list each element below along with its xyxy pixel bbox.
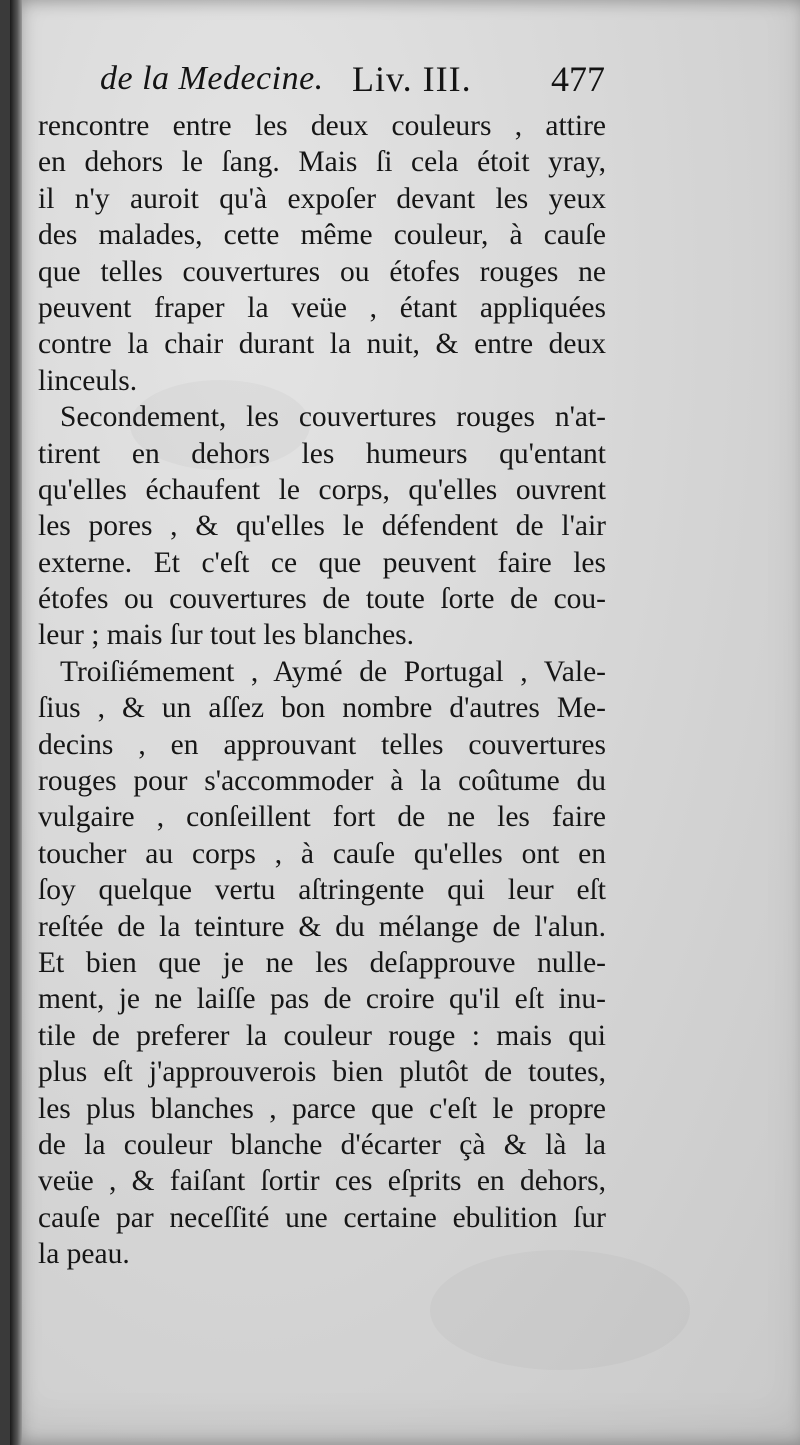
text-line: rouges pour s'accommoder à la coûtume du bbox=[38, 765, 606, 798]
text-line: plus eſt j'approuverois bien plutôt de toutes, bbox=[38, 1056, 606, 1089]
text-line: rencontre entre les deux couleurs , attire bbox=[38, 110, 606, 142]
text-line: leur ; mais ſur tout les blanches. bbox=[38, 619, 415, 652]
text-line: les pores , & qu'elles le défendent de l'air bbox=[38, 510, 606, 543]
text-line: la peau. bbox=[38, 1238, 130, 1271]
text-line: que telles couvertures ou étofes rouges ne bbox=[38, 255, 606, 288]
text-line: Troiſiémement , Aymé de Portugal , Vale- bbox=[60, 655, 606, 688]
text-line: ſoy quelque vertu aſtringente qui leur eſt bbox=[38, 874, 606, 907]
text-line: contre la chair durant la nuit, & entre deux bbox=[38, 328, 606, 361]
text-line: reſtée de la teinture & du mélange de l'alun. bbox=[38, 910, 606, 943]
text-line: qu'elles échaufent le corps, qu'elles ouvrent bbox=[38, 473, 606, 506]
text-line: tile de preferer la couleur rouge : mais qui bbox=[38, 1019, 606, 1052]
text-line: peuvent fraper la veüe , étant appliquées bbox=[38, 291, 606, 324]
page-header bbox=[100, 56, 605, 106]
page-number: 477 bbox=[551, 59, 605, 99]
text-line: veüe , & faiſant ſortir ces eſprits en dehors, bbox=[38, 1165, 606, 1198]
text-line: il n'y auroit qu'à expoſer devant les yeux bbox=[38, 182, 606, 215]
page-gutter-shadow bbox=[10, 0, 22, 1445]
text-line: linceuls. bbox=[38, 364, 138, 397]
book-page bbox=[10, 0, 800, 1445]
book-number: Liv. III. bbox=[352, 59, 472, 99]
text-line: Et bien que je ne les deſapprouve nulle- bbox=[38, 946, 606, 979]
text-line: ſius , & un aſſez bon nombre d'autres Me- bbox=[38, 692, 606, 725]
text-line: étofes ou couvertures de toute ſorte de cou- bbox=[38, 583, 606, 616]
text-line: des malades, cette même couleur, à cauſe bbox=[38, 219, 606, 252]
text-line: decins , en approuvant telles couvertures bbox=[38, 728, 606, 761]
text-line: les plus blanches , parce que c'eſt le propre bbox=[38, 1092, 606, 1125]
text-line: externe. Et c'eſt ce que peuvent faire les bbox=[38, 546, 606, 579]
text-line: ment, je ne laiſſe pas de croire qu'il eſt inu- bbox=[38, 983, 606, 1016]
text-line: vulgaire , conſeillent fort de ne les faire bbox=[38, 801, 606, 834]
text-line: de la couleur blanche d'écarter çà & là la bbox=[38, 1128, 606, 1161]
text-line: cauſe par neceſſité une certaine ebulition ſur bbox=[38, 1201, 606, 1234]
text-line: toucher au corps , à cauſe qu'elles ont en bbox=[38, 837, 606, 870]
text-line: en dehors le ſang. Mais ſi cela étoit yray, bbox=[38, 146, 606, 179]
text-line: Secondement, les couvertures rouges n'at- bbox=[60, 401, 606, 434]
text-line: tirent en dehors les humeurs qu'entant bbox=[38, 437, 606, 470]
body-text bbox=[38, 108, 606, 1273]
running-title: de la Medecine. bbox=[100, 60, 324, 97]
